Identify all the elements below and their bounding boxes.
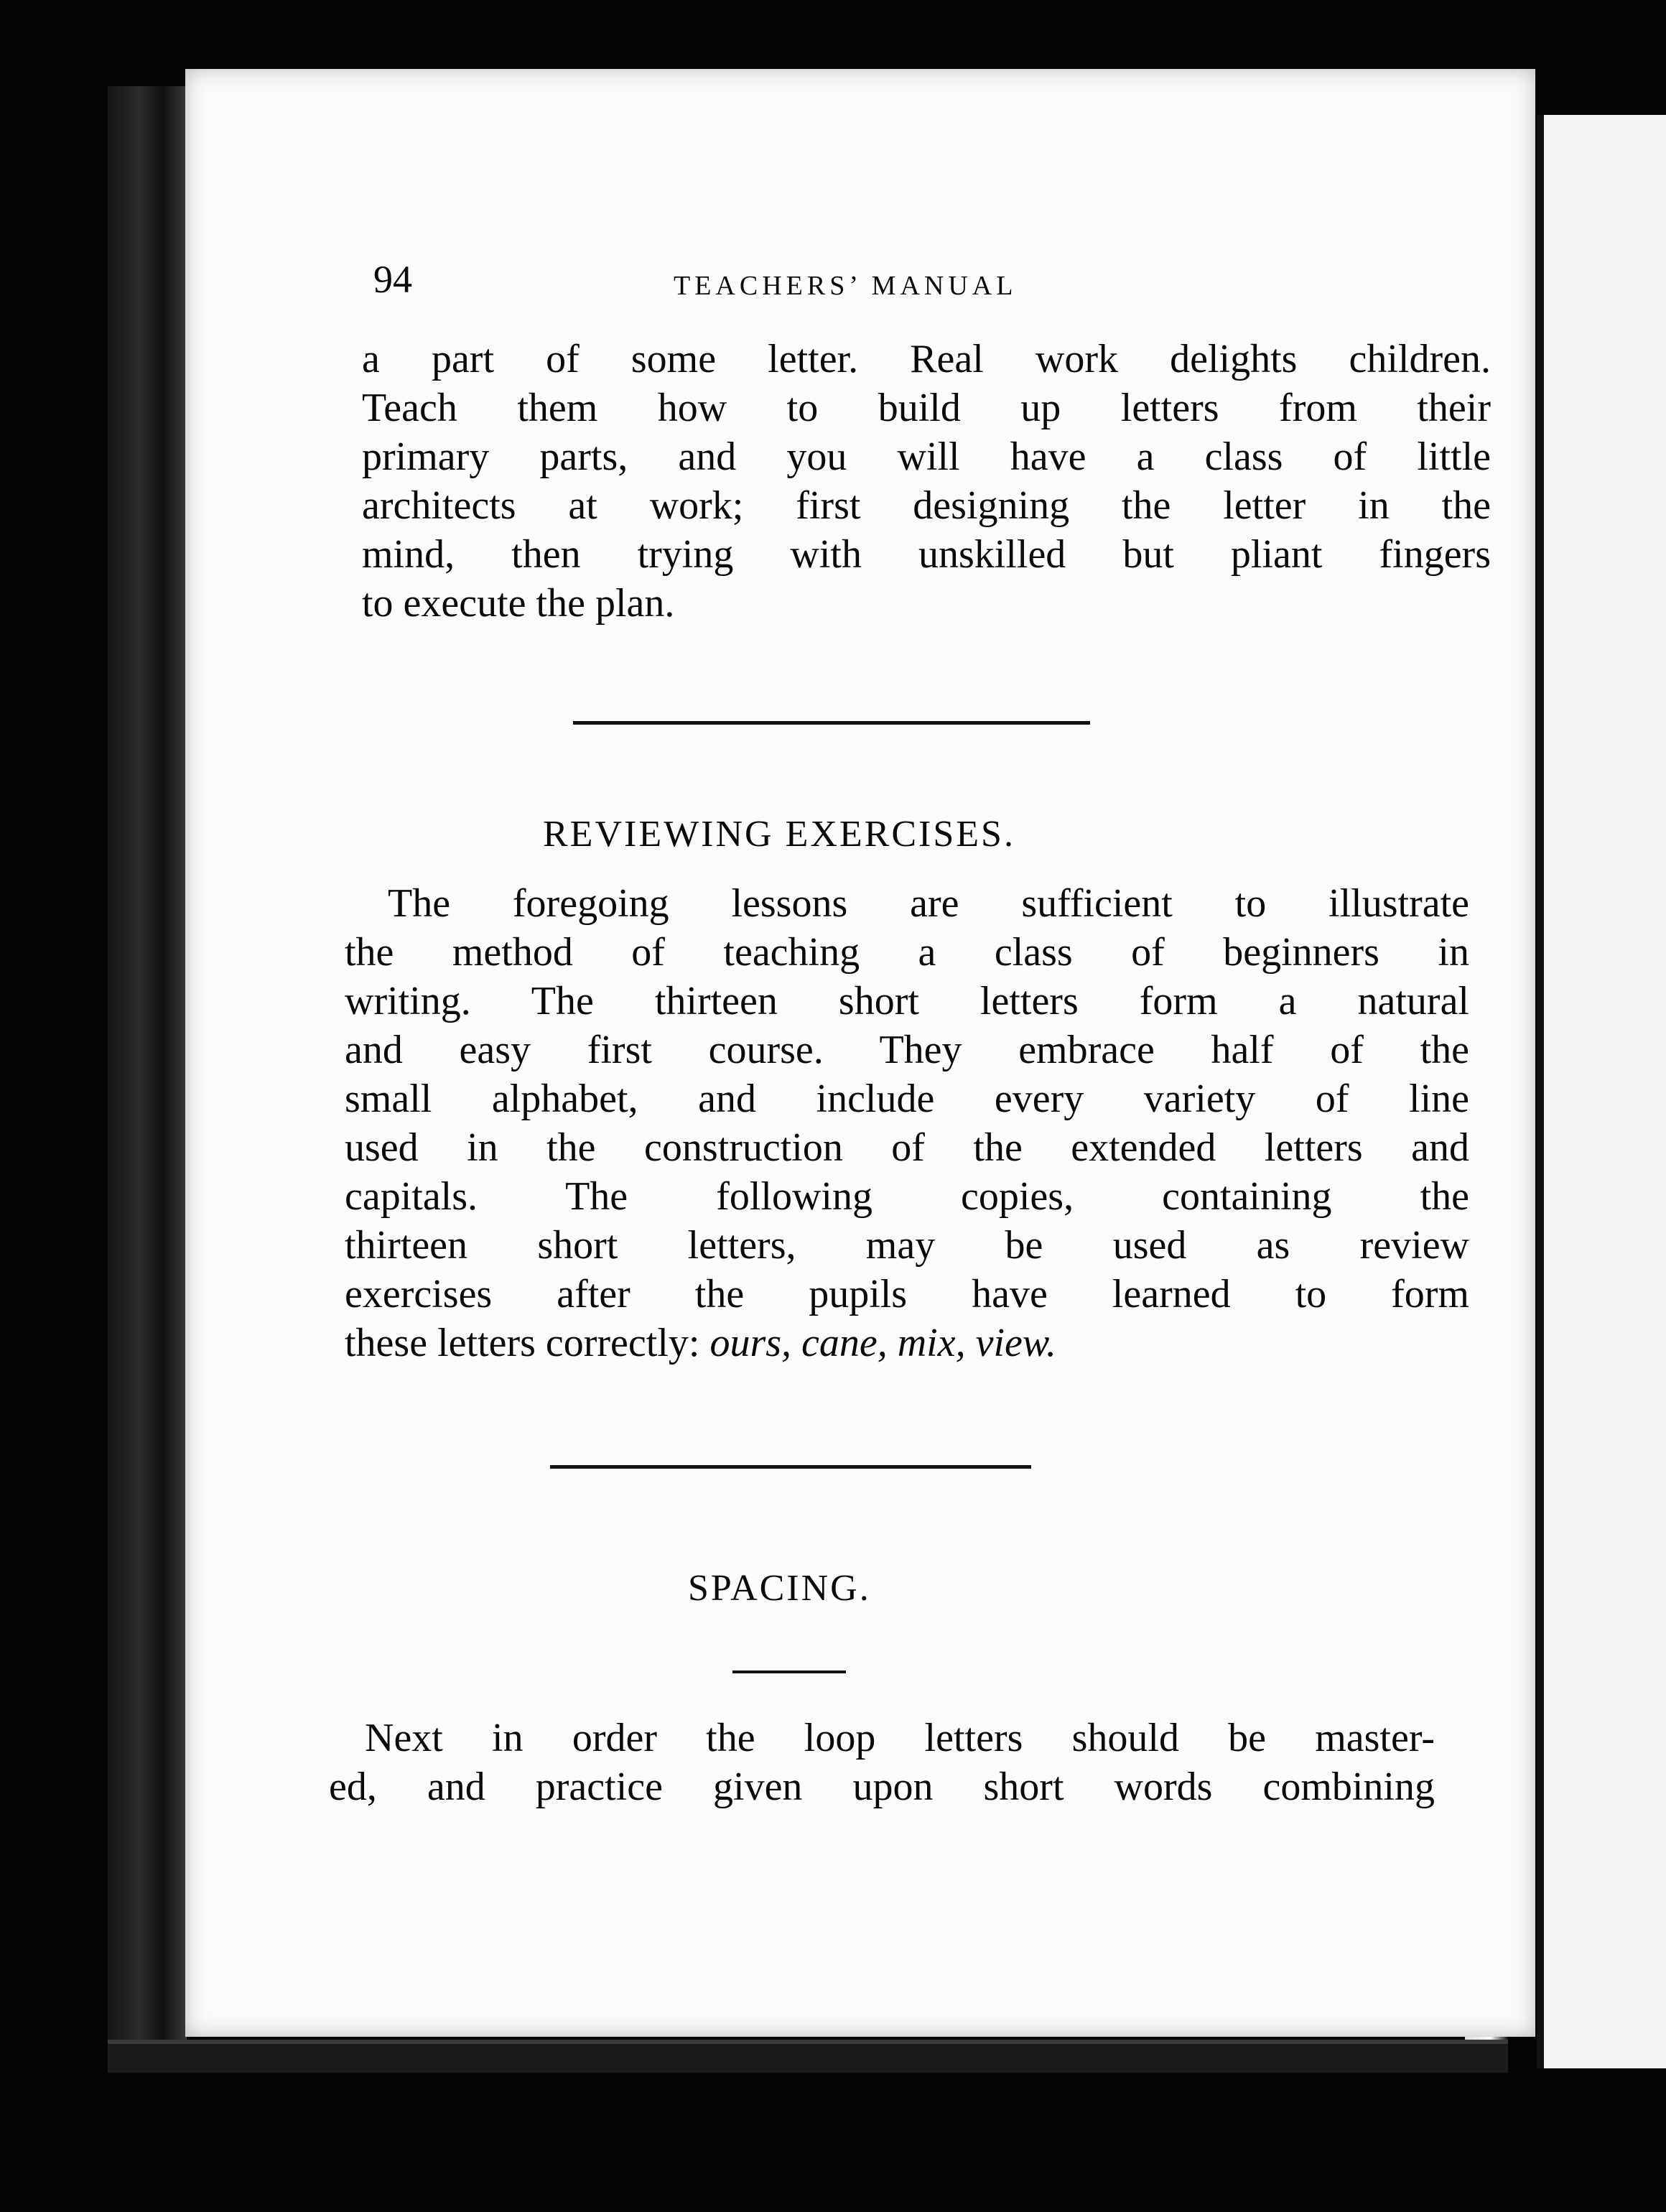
book-binding-left (108, 86, 187, 2068)
adjacent-page-edge (1537, 115, 1666, 2068)
section-divider (550, 1465, 1031, 1469)
text-line: architects at work; first designing the letter in the (362, 483, 1491, 528)
text-line: Teach them how to build up letters from their (362, 386, 1491, 430)
text-line: and easy first course. They embrace half of the (345, 1028, 1469, 1072)
text-line: primary parts, and you will have a class of little (362, 434, 1491, 479)
running-head: TEACHERS’ MANUAL (674, 271, 1018, 301)
book-page (185, 69, 1535, 2037)
heading-underline (732, 1670, 846, 1673)
text-line: to execute the plan. (362, 581, 675, 626)
text-line: thirteen short letters, may be used as review (345, 1223, 1469, 1268)
text-line: used in the construction of the extended letters and (345, 1125, 1469, 1170)
text-line: writing. The thirteen short letters form a natural (345, 979, 1469, 1023)
page-header (185, 257, 1535, 322)
book-binding-bottom (108, 2040, 1508, 2073)
text-line: capitals. The following copies, containing the (345, 1174, 1469, 1219)
page-number: 94 (373, 258, 412, 301)
example-words: ours, cane, mix, view. (709, 1321, 1057, 1365)
text-fragment: these letters correctly: (345, 1321, 700, 1365)
text-line: ed, and practice given upon short words combining (329, 1765, 1435, 1809)
text-line: The foregoing lessons are sufficient to illustrate (388, 881, 1469, 926)
paragraph-spacing (329, 1714, 1435, 1811)
paragraph-reviewing-exercises (345, 879, 1469, 1367)
text-line: exercises after the pupils have learned to form (345, 1272, 1469, 1316)
text-line: the method of teaching a class of beginners in (345, 930, 1469, 975)
text-line: mind, then trying with unskilled but pliant fingers (362, 532, 1491, 577)
paragraph-continuation (362, 335, 1491, 628)
text-line: a part of some letter. Real work delights children. (362, 337, 1491, 381)
section-heading-spacing: SPACING. (688, 1568, 871, 1609)
section-heading-reviewing-exercises: REVIEWING EXERCISES. (543, 814, 1015, 855)
text-line-last (345, 1319, 1469, 1367)
text-line: small alphabet, and include every variety of line (345, 1077, 1469, 1121)
section-divider (573, 721, 1090, 725)
text-line: Next in order the loop letters should be master- (365, 1716, 1435, 1760)
